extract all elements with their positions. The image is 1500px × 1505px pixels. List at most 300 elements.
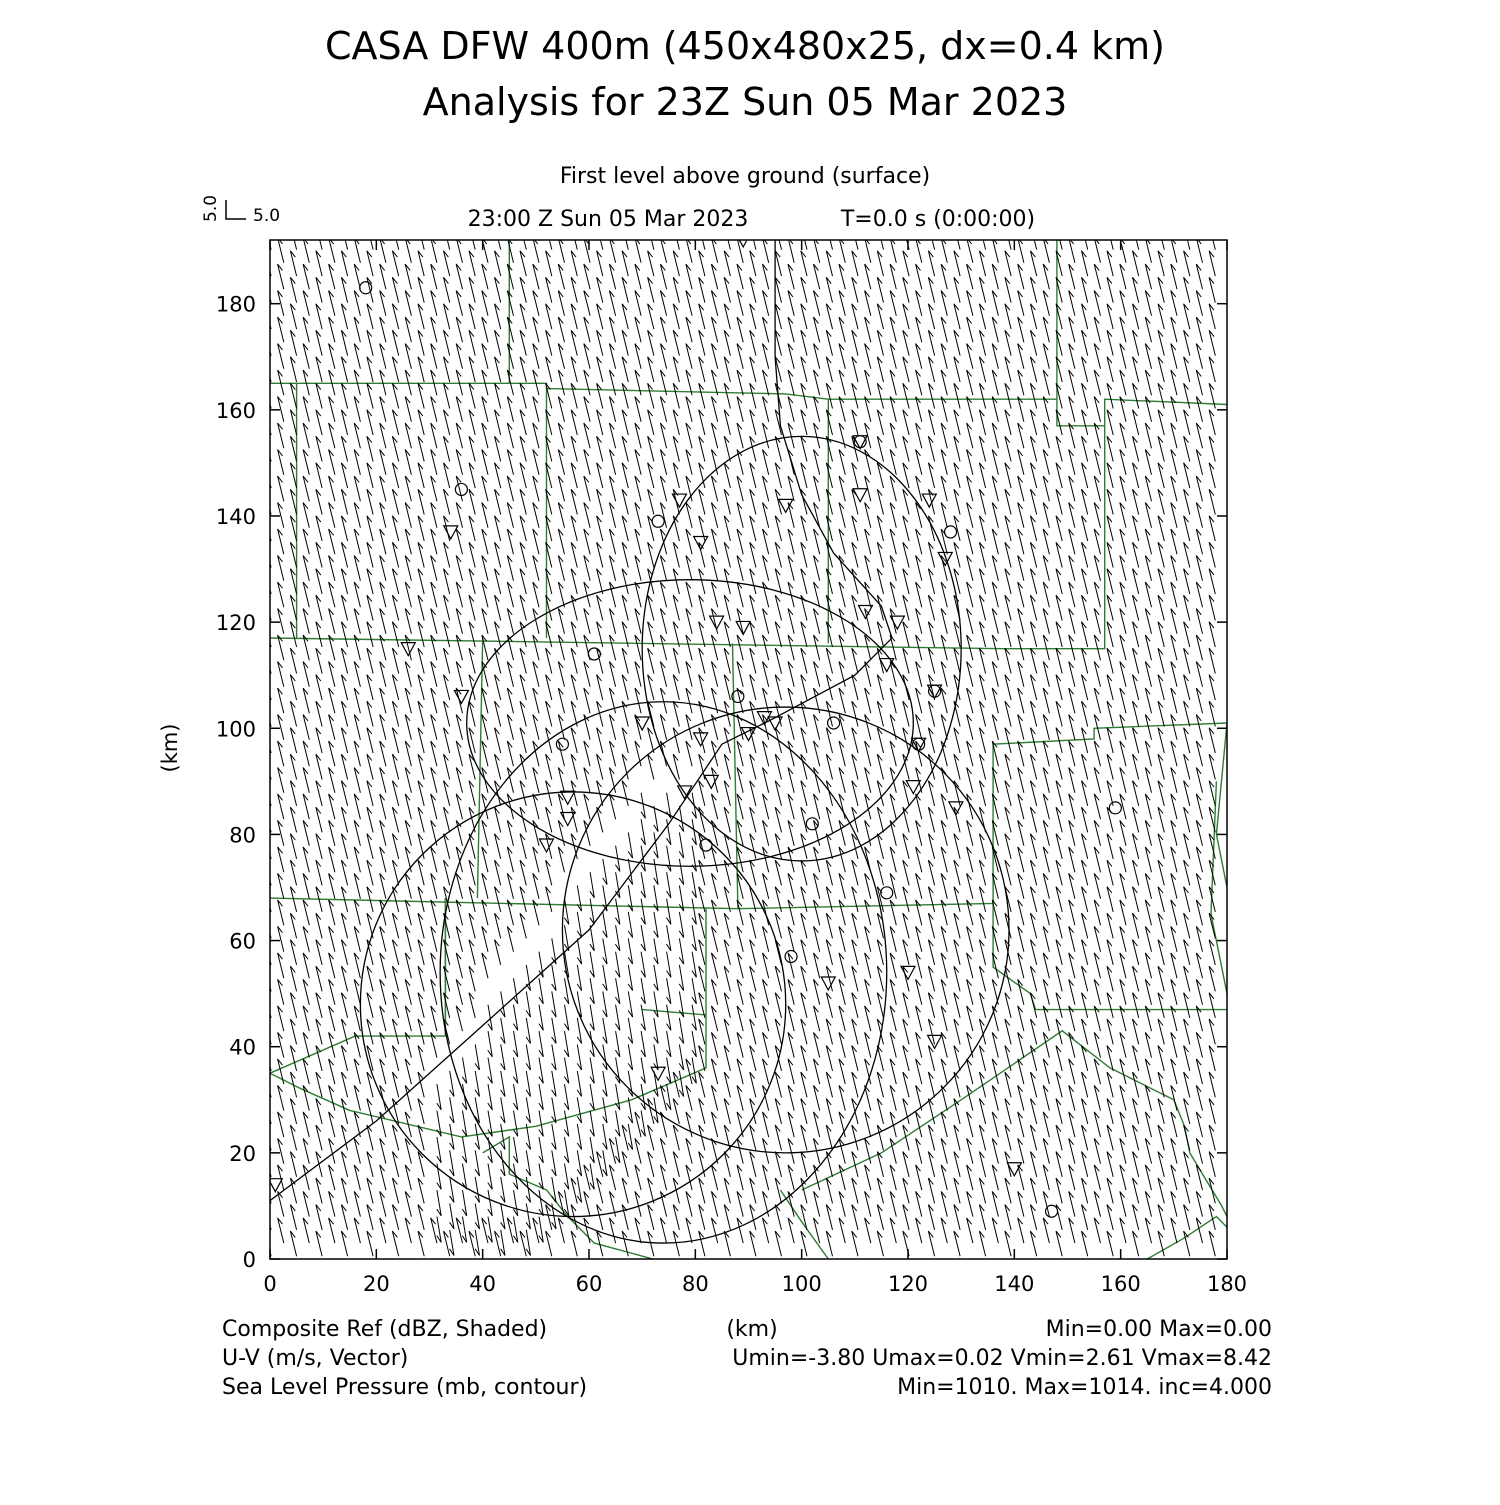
- wind-vector: [1107, 728, 1113, 753]
- wind-vector: [954, 860, 960, 885]
- wind-vector: [763, 979, 769, 1004]
- wind-vector: [826, 304, 832, 329]
- county-boundary-line: [780, 1190, 828, 1259]
- wind-vector: [750, 834, 756, 859]
- wind-vector: [763, 1032, 769, 1057]
- wind-vector: [278, 820, 284, 845]
- wind-vector: [1196, 979, 1202, 1004]
- wind-vector: [495, 516, 501, 541]
- wind-vector: [877, 277, 883, 302]
- wind-vector: [1196, 1032, 1202, 1057]
- wind-vector: [520, 701, 526, 726]
- wind-vector: [1069, 979, 1075, 1004]
- wind-vector: [290, 330, 296, 355]
- wind-vector: [392, 463, 398, 488]
- wind-vector: [316, 675, 322, 700]
- wind-vector: [380, 1165, 386, 1190]
- wind-vector: [967, 238, 973, 263]
- wind-vector: [584, 529, 590, 554]
- wind-vector: [1018, 1112, 1024, 1137]
- wind-vector: [1005, 860, 1011, 885]
- wind-vector: [1171, 503, 1177, 528]
- wind-vector: [303, 847, 309, 872]
- wind-vector: [641, 1031, 645, 1057]
- wind-vector: [507, 847, 513, 872]
- wind-vector: [278, 847, 284, 872]
- wind-vector: [462, 1058, 466, 1084]
- wind-vector: [865, 794, 871, 819]
- wind-vector: [711, 582, 717, 607]
- wind-vector: [1094, 715, 1100, 740]
- wind-vector: [329, 291, 335, 316]
- wind-vector: [437, 1084, 441, 1110]
- wind-vector: [877, 807, 883, 832]
- wind-vector: [916, 344, 922, 369]
- wind-vector: [801, 1125, 807, 1150]
- wind-vector: [877, 516, 883, 541]
- wind-vector: [507, 264, 513, 289]
- wind-vector: [801, 966, 807, 991]
- wind-vector: [1056, 781, 1062, 806]
- wind-vector: [1107, 622, 1113, 647]
- wind-vector: [814, 900, 820, 925]
- wind-vector: [1005, 728, 1011, 753]
- wind-vector: [967, 609, 973, 634]
- wind-vector: [967, 662, 973, 687]
- wind-vector: [482, 926, 488, 951]
- wind-vector: [826, 1099, 832, 1124]
- wind-vector: [839, 397, 845, 422]
- wind-vector: [711, 847, 717, 872]
- wind-vector: [558, 741, 564, 766]
- wind-vector: [890, 900, 896, 925]
- wind-vector: [641, 952, 645, 978]
- wind-vector: [1171, 609, 1177, 634]
- wind-vector: [1196, 344, 1202, 369]
- wind-vector: [788, 397, 794, 422]
- wind-vector: [1133, 304, 1139, 329]
- wind-vector: [1082, 940, 1088, 965]
- wind-vector: [979, 754, 985, 779]
- wind-vector: [839, 1085, 845, 1110]
- wind-vector: [737, 317, 743, 342]
- wind-vector: [648, 701, 654, 726]
- wind-vector: [852, 1019, 858, 1044]
- wind-vector: [1133, 966, 1139, 991]
- wind-vector: [635, 370, 641, 395]
- wind-vector: [763, 1059, 769, 1084]
- wind-vector: [354, 503, 360, 528]
- wind-vector: [692, 846, 696, 872]
- wind-vector: [615, 1005, 620, 1031]
- wind-vector: [1209, 436, 1215, 461]
- wind-vector: [699, 1019, 705, 1044]
- wind-vector: [1196, 873, 1202, 898]
- wind-vector: [1005, 1099, 1011, 1124]
- wind-vector: [456, 556, 462, 581]
- wind-vector: [941, 450, 947, 475]
- wind-vector: [763, 344, 769, 369]
- wind-vector: [1184, 1125, 1190, 1150]
- wind-vector: [418, 357, 424, 382]
- wind-vector: [826, 940, 832, 965]
- wind-vector: [1107, 1231, 1113, 1256]
- wind-vector: [686, 582, 692, 607]
- wind-vector: [1120, 1085, 1126, 1110]
- wind-vector: [1196, 1191, 1202, 1216]
- wind-vector: [737, 926, 743, 951]
- wind-vector: [916, 900, 922, 925]
- wind-vector: [1158, 993, 1164, 1018]
- wind-vector: [852, 357, 858, 382]
- wind-vector: [341, 807, 347, 832]
- wind-vector: [814, 476, 820, 501]
- wind-vector: [890, 873, 896, 898]
- wind-vector: [928, 1205, 934, 1230]
- wind-vector: [628, 912, 632, 938]
- wind-vector: [1145, 1165, 1151, 1190]
- station-triangle-marker: [821, 977, 835, 990]
- wind-vector: [954, 1125, 960, 1150]
- wind-vector: [801, 754, 807, 779]
- wind-vector: [1043, 847, 1049, 872]
- wind-vector: [648, 251, 654, 276]
- wind-vector: [290, 940, 296, 965]
- wind-vector: [826, 516, 832, 541]
- wind-vector: [316, 357, 322, 382]
- wind-vector: [341, 277, 347, 302]
- wind-vector: [877, 542, 883, 567]
- wind-vector: [380, 317, 386, 342]
- wind-vector: [1171, 450, 1177, 475]
- wind-vector: [1043, 397, 1049, 422]
- chart-title-line2: Analysis for 23Z Sun 05 Mar 2023: [422, 80, 1068, 124]
- wind-vector: [775, 224, 781, 249]
- wind-vector: [564, 925, 568, 951]
- wind-vector: [852, 940, 858, 965]
- wind-vector: [1120, 609, 1126, 634]
- wind-vector: [1120, 820, 1126, 845]
- wind-vector: [303, 1085, 309, 1110]
- wind-vector: [329, 926, 335, 951]
- wind-vector: [278, 476, 284, 501]
- wind-vector: [1107, 701, 1113, 726]
- wind-vector: [1018, 635, 1024, 660]
- wind-vector: [654, 1044, 658, 1070]
- wind-vector: [1209, 1046, 1215, 1071]
- wind-vector: [992, 609, 998, 634]
- footer-row1-left: Composite Ref (dBZ, Shaded): [222, 1317, 548, 1342]
- wind-vector: [1184, 463, 1190, 488]
- wind-vector: [916, 715, 922, 740]
- wind-vector: [329, 529, 335, 554]
- wind-vector: [1145, 317, 1151, 342]
- wind-vector: [1171, 847, 1177, 872]
- wind-vector: [992, 635, 998, 660]
- wind-vector: [660, 609, 666, 634]
- wind-vector: [526, 1150, 530, 1176]
- wind-vector: [699, 516, 705, 541]
- wind-vector: [635, 662, 641, 687]
- wind-vector: [1196, 238, 1202, 263]
- wind-vector: [1171, 1059, 1177, 1084]
- wind-vector: [437, 1164, 441, 1190]
- wind-vector: [1069, 794, 1075, 819]
- vector-key: [201, 195, 280, 226]
- wind-vector: [711, 662, 717, 687]
- wind-vector: [699, 251, 705, 276]
- wind-vector: [635, 423, 641, 448]
- wind-vector: [724, 1072, 730, 1097]
- wind-vector: [539, 1137, 543, 1163]
- wind-vector: [788, 873, 794, 898]
- wind-vector: [692, 1005, 696, 1031]
- wind-vector: [648, 754, 654, 779]
- wind-vector: [1043, 979, 1049, 1004]
- wind-vector: [660, 1112, 666, 1137]
- wind-vector: [890, 926, 896, 951]
- wind-vector: [469, 251, 475, 276]
- wind-vector: [495, 383, 501, 408]
- wind-vector: [520, 436, 526, 461]
- wind-vector: [1171, 768, 1177, 793]
- wind-vector: [801, 622, 807, 647]
- wind-vector: [469, 754, 475, 779]
- wind-vector: [724, 754, 730, 779]
- wind-vector: [354, 1006, 360, 1031]
- y-tick-label: 140: [215, 504, 256, 529]
- wind-vector: [609, 1138, 615, 1163]
- wind-vector: [392, 1231, 398, 1256]
- wind-vector: [539, 1217, 543, 1243]
- wind-vector: [954, 489, 960, 514]
- wind-vector: [737, 953, 743, 978]
- wind-vector: [826, 860, 832, 885]
- wind-vector: [1056, 463, 1062, 488]
- wind-vector: [290, 1046, 296, 1071]
- wind-vector: [737, 741, 743, 766]
- wind-vector: [418, 1125, 424, 1150]
- wind-vector: [1018, 291, 1024, 316]
- wind-vector: [380, 1085, 386, 1110]
- wind-vector: [316, 436, 322, 461]
- wind-vector: [303, 873, 309, 898]
- wind-vector: [711, 820, 717, 845]
- wind-vector: [967, 423, 973, 448]
- wind-vector: [1171, 820, 1177, 845]
- wind-vector: [1184, 675, 1190, 700]
- wind-vector: [967, 847, 973, 872]
- wind-vector: [903, 887, 909, 912]
- wind-vector: [278, 344, 284, 369]
- wind-vector: [635, 1165, 641, 1190]
- wind-vector: [877, 251, 883, 276]
- wind-vector: [686, 1138, 692, 1163]
- wind-vector: [418, 436, 424, 461]
- wind-vector: [1120, 979, 1126, 1004]
- wind-vector: [890, 317, 896, 342]
- wind-vector: [392, 542, 398, 567]
- wind-vector: [763, 1006, 769, 1031]
- wind-vector: [1094, 476, 1100, 501]
- wind-vector: [750, 330, 756, 355]
- wind-vector: [941, 476, 947, 501]
- wind-vector: [1056, 887, 1062, 912]
- wind-vector: [1043, 635, 1049, 660]
- wind-vector: [584, 688, 590, 713]
- wind-vector: [1120, 1112, 1126, 1137]
- wind-vector: [590, 1005, 594, 1031]
- wind-vector: [1030, 1152, 1036, 1177]
- wind-vector: [444, 1231, 450, 1256]
- wind-vector: [928, 251, 934, 276]
- wind-vector: [852, 251, 858, 276]
- wind-vector: [1145, 820, 1151, 845]
- wind-vector: [418, 993, 424, 1018]
- wind-vector: [1056, 1125, 1062, 1150]
- wind-vector: [941, 1191, 947, 1216]
- wind-vector: [482, 291, 488, 316]
- wind-vector: [673, 516, 679, 541]
- footer-row2-left: U-V (m/s, Vector): [222, 1346, 409, 1371]
- wind-vector: [1069, 264, 1075, 289]
- wind-vector: [1043, 556, 1049, 581]
- wind-vector: [520, 463, 526, 488]
- wind-vector: [954, 277, 960, 302]
- wind-vector: [699, 1072, 705, 1097]
- wind-vector: [367, 224, 373, 249]
- wind-vector: [1069, 476, 1075, 501]
- wind-vector: [507, 450, 513, 475]
- wind-vector: [367, 1205, 373, 1230]
- wind-vector: [1094, 317, 1100, 342]
- wind-vector: [852, 1072, 858, 1097]
- wind-vector: [711, 953, 717, 978]
- wind-vector: [290, 1072, 296, 1097]
- wind-vector: [1094, 741, 1100, 766]
- wind-vector: [507, 503, 513, 528]
- chart-title-line1: CASA DFW 400m (450x480x25, dx=0.4 km): [324, 24, 1166, 68]
- wind-vector: [1069, 1032, 1075, 1057]
- wind-vector: [456, 344, 462, 369]
- wind-vector: [444, 436, 450, 461]
- wind-vector: [444, 463, 450, 488]
- wind-vector: [354, 1218, 360, 1243]
- wind-vector: [552, 1044, 557, 1070]
- wind-vector: [992, 238, 998, 263]
- wind-vector: [1171, 344, 1177, 369]
- wind-vector: [941, 1112, 947, 1137]
- wind-vector: [954, 622, 960, 647]
- wind-vector: [329, 1191, 335, 1216]
- wind-vector: [1043, 741, 1049, 766]
- wind-vector: [628, 965, 632, 991]
- wind-vector: [737, 556, 743, 581]
- wind-vector: [903, 622, 909, 647]
- wind-vector: [1171, 556, 1177, 581]
- wind-vector: [628, 885, 632, 911]
- wind-vector: [903, 1099, 909, 1124]
- wind-vector: [431, 556, 437, 581]
- wind-vector: [469, 516, 475, 541]
- wind-vector: [967, 1006, 973, 1031]
- wind-vector: [814, 979, 820, 1004]
- wind-vector: [469, 357, 475, 382]
- wind-vector: [673, 304, 679, 329]
- wind-vector: [444, 542, 450, 567]
- wind-vector: [431, 1006, 437, 1031]
- wind-vector: [928, 834, 934, 859]
- wind-vector: [1043, 344, 1049, 369]
- wind-vector: [1043, 1032, 1049, 1057]
- wind-vector: [1145, 1191, 1151, 1216]
- wind-vector: [1196, 476, 1202, 501]
- wind-vector: [329, 768, 335, 793]
- wind-vector: [801, 277, 807, 302]
- wind-vector: [303, 662, 309, 687]
- wind-vector: [1133, 569, 1139, 594]
- wind-vector: [826, 542, 832, 567]
- wind-vector: [444, 357, 450, 382]
- wind-vector: [597, 807, 603, 832]
- wind-vector: [329, 450, 335, 475]
- wind-vector: [456, 926, 462, 951]
- wind-vector: [916, 1112, 922, 1137]
- wind-vector: [533, 688, 539, 713]
- wind-vector: [928, 569, 934, 594]
- wind-vector: [482, 556, 488, 581]
- wind-vector: [660, 1218, 666, 1243]
- wind-vector: [941, 662, 947, 687]
- wind-vector: [737, 1218, 743, 1243]
- wind-vector: [1094, 1085, 1100, 1110]
- wind-vector: [814, 291, 820, 316]
- wind-vector: [341, 781, 347, 806]
- wind-vector: [750, 913, 756, 938]
- wind-vector: [1107, 1205, 1113, 1230]
- wind-vector: [354, 609, 360, 634]
- wind-vector: [1018, 317, 1024, 342]
- wind-vector: [1171, 291, 1177, 316]
- wind-vector: [1018, 264, 1024, 289]
- wind-vector: [648, 304, 654, 329]
- wind-vector: [450, 1203, 454, 1229]
- wind-vector: [1030, 516, 1036, 541]
- wind-vector: [686, 344, 692, 369]
- wind-vector: [679, 1071, 684, 1097]
- wind-vector: [1133, 913, 1139, 938]
- wind-vector: [405, 953, 411, 978]
- wind-vector: [597, 1205, 603, 1230]
- wind-vector: [667, 925, 671, 951]
- wind-vector: [890, 953, 896, 978]
- wind-vector: [1209, 516, 1215, 541]
- wind-vector: [380, 423, 386, 448]
- wind-vector: [667, 952, 671, 978]
- wind-vector: [814, 1112, 820, 1137]
- wind-vector: [1209, 542, 1215, 567]
- wind-vector: [507, 529, 513, 554]
- wind-vector: [1056, 940, 1062, 965]
- wind-vector: [367, 569, 373, 594]
- wind-vector: [1184, 913, 1190, 938]
- wind-vector: [750, 993, 756, 1018]
- wind-vector: [641, 819, 645, 845]
- wind-vector: [392, 807, 398, 832]
- wind-vector: [303, 1032, 309, 1057]
- wind-vector: [648, 1231, 654, 1256]
- wind-vector: [992, 715, 998, 740]
